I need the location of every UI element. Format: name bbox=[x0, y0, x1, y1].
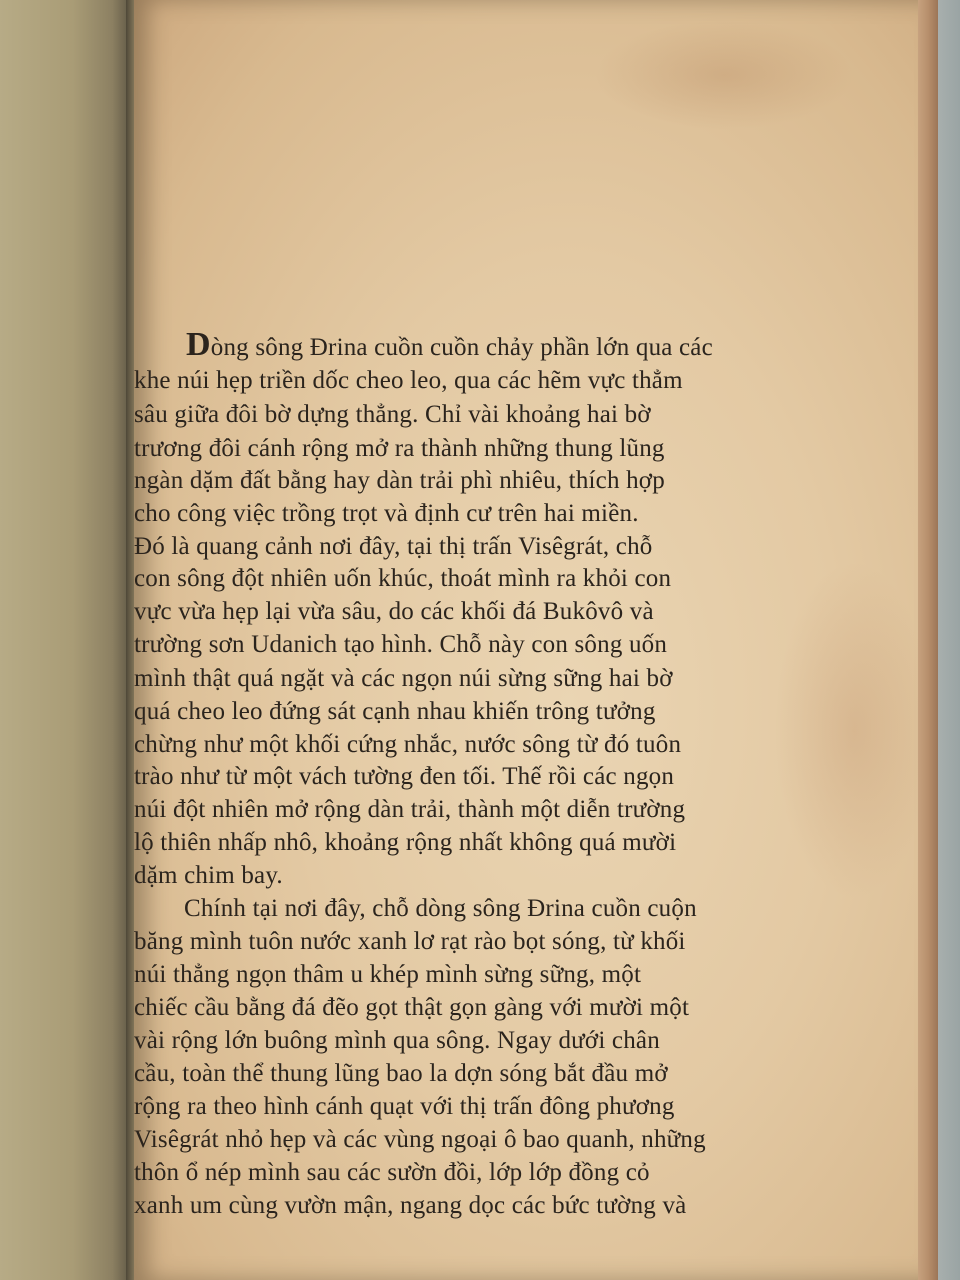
drop-cap: D bbox=[186, 326, 211, 363]
left-facing-page bbox=[0, 0, 132, 1280]
text-line: núi đột nhiên mở rộng dàn trải, thành một diễn trường bbox=[134, 796, 686, 823]
text-line: vài rộng lớn buông mình qua sông. Ngay dưới chân bbox=[134, 1027, 660, 1054]
text-line: băng mình tuôn nước xanh lơ rạt rào bọt sóng, từ khối bbox=[134, 928, 686, 955]
text-line: mình thật quá ngặt và các ngọn núi sừng sững hai bờ bbox=[134, 665, 673, 692]
text-line: dặm chim bay. bbox=[134, 862, 283, 889]
text-line bbox=[134, 326, 960, 363]
text-line: chiếc cầu bằng đá đẽo gọt thật gọn gàng với mười một bbox=[134, 994, 690, 1021]
text-line: ngàn dặm đất bằng hay dàn trải phì nhiêu, thích hợp bbox=[134, 467, 665, 494]
text-line: xanh um cùng vườn mận, ngang dọc các bức tường và bbox=[134, 1192, 687, 1219]
text-line: thôn ổ nép mình sau các sườn đồi, lớp lớp đồng cỏ bbox=[134, 1159, 650, 1186]
text-line: vực vừa hẹp lại vừa sâu, do các khối đá Bukôvô và bbox=[134, 598, 654, 625]
text-line: sâu giữa đôi bờ dựng thẳng. Chỉ vài khoảng hai bờ bbox=[134, 401, 651, 428]
first-line-text: òng sông Đrina cuồn cuồn chảy phần lớn qua các bbox=[210, 334, 713, 361]
page-text bbox=[134, 0, 924, 1280]
text-line: con sông đột nhiên uốn khúc, thoát mình ra khỏi con bbox=[134, 565, 672, 592]
text-line: trường sơn Udanich tạo hình. Chỗ này con sông uốn bbox=[134, 631, 668, 658]
text-line: trào như từ một vách tường đen tối. Thế rồi các ngọn bbox=[134, 763, 675, 790]
text-line: chừng như một khối cứng nhắc, nước sông từ đó tuôn bbox=[134, 731, 682, 758]
text-line: Đó là quang cảnh nơi đây, tại thị trấn Visêgrát, chỗ bbox=[134, 533, 653, 560]
text-line: trương đôi cánh rộng mở ra thành những thung lũng bbox=[134, 435, 665, 462]
page-edge-stack bbox=[918, 0, 938, 1280]
text-line: quá cheo leo đứng sát cạnh nhau khiến trông tưởng bbox=[134, 698, 656, 725]
text-line: cho công việc trồng trọt và định cư trên hai miền. bbox=[134, 500, 639, 527]
text-line: Chính tại nơi đây, chỗ dòng sông Đrina cuồn cuộn bbox=[184, 895, 697, 922]
text-line: khe núi hẹp triền dốc cheo leo, qua các hẽm vực thẳm bbox=[134, 367, 683, 394]
book-page bbox=[134, 0, 924, 1280]
text-line: Visêgrát nhỏ hẹp và các vùng ngoại ô bao quanh, những bbox=[134, 1126, 706, 1153]
text-line: cầu, toàn thể thung lũng bao la dợn sóng bắt đầu mở bbox=[134, 1060, 668, 1087]
text-line: rộng ra theo hình cánh quạt với thị trấn đông phương bbox=[134, 1093, 675, 1120]
text-line: lộ thiên nhấp nhô, khoảng rộng nhất không quá mười bbox=[134, 829, 677, 856]
text-line: núi thẳng ngọn thâm u khép mình sừng sững, một bbox=[134, 961, 642, 988]
